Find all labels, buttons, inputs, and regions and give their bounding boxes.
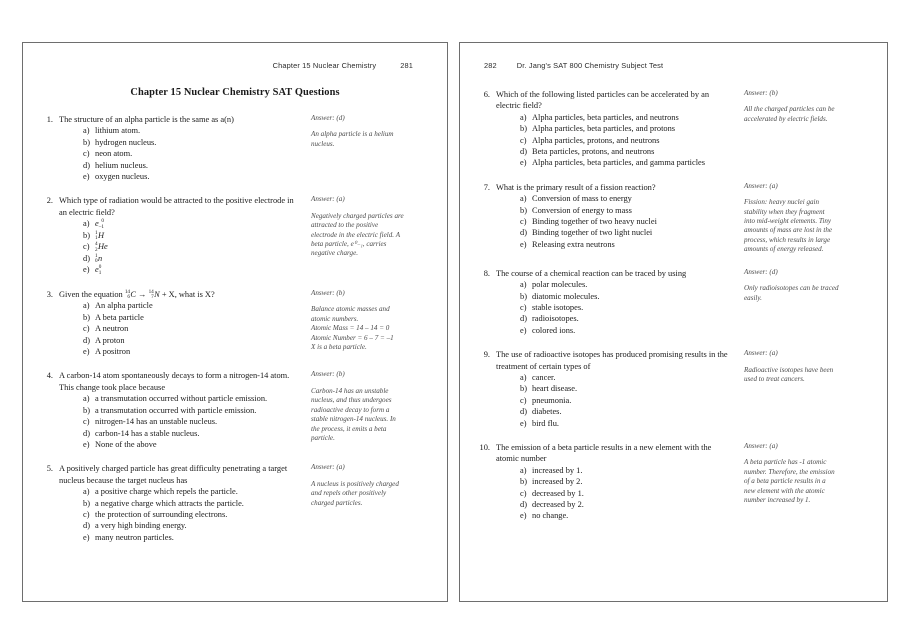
answer-key: Answer: (b) <box>311 288 345 297</box>
page-title: Chapter 15 Nuclear Chemistry SAT Questions <box>130 87 340 98</box>
answer-line: used to treat cancers. <box>744 374 805 383</box>
choice-label: b) <box>520 477 527 487</box>
question-body <box>496 349 728 429</box>
choice-option[interactable] <box>83 300 297 311</box>
choice-option[interactable] <box>83 416 297 427</box>
choice-option[interactable] <box>83 312 297 323</box>
nuclide-hydrogen-1: 1 1 H <box>95 229 105 242</box>
question-number: 8. <box>483 268 490 278</box>
stem-text-before: Given the equation <box>59 289 125 299</box>
answer-sidenote <box>728 349 871 384</box>
question-body <box>59 114 297 182</box>
choice-text: Binding together of two heavy nuclei <box>532 217 657 227</box>
choice-option[interactable] <box>83 160 297 171</box>
answer-line: easily. <box>744 293 762 302</box>
answer-explanation <box>311 212 431 259</box>
choice-list <box>59 486 297 543</box>
choice-label: a) <box>520 194 527 204</box>
answer-explanation <box>744 458 871 505</box>
answer-sidenote <box>728 182 871 255</box>
choice-text: Alpha particles, protons, and neutrons <box>532 135 660 145</box>
question-body <box>59 289 297 358</box>
answer-explanation <box>311 305 431 352</box>
choice-option[interactable] <box>520 418 728 429</box>
answer-line: Carbon-14 has an unstable <box>311 386 389 395</box>
choice-label: d) <box>83 160 90 170</box>
choice-text: A proton <box>95 335 125 345</box>
choice-option[interactable] <box>520 395 728 406</box>
answer-line: Radioactive isotopes have been <box>744 365 834 374</box>
choice-text: Alpha particles, beta particles, and neutrons <box>532 112 679 122</box>
answer-explanation <box>311 387 431 443</box>
answer-key: Answer: (a) <box>311 195 345 204</box>
choice-option[interactable] <box>520 227 728 238</box>
choice-text: polar molecules. <box>532 280 588 290</box>
question-stem: What is the primary result of a fission reaction? <box>496 182 656 192</box>
choice-option[interactable] <box>520 510 728 521</box>
question-item <box>39 114 431 182</box>
choice-label: a) <box>83 301 90 311</box>
choice-text: no change. <box>532 511 569 521</box>
answer-explanation <box>744 284 871 303</box>
answer-sidenote <box>297 195 431 258</box>
choice-list <box>496 112 728 169</box>
nuclide-positron: e 0 1 <box>95 264 102 276</box>
answer-line: beta particle, e⁰₋₁, carries <box>311 240 387 249</box>
question-list-right <box>476 89 871 522</box>
choice-text: carbon-14 has a stable nucleus. <box>95 428 200 438</box>
answer-line: number. Therefore, the emission <box>744 467 835 476</box>
choice-label: e) <box>520 158 527 168</box>
choice-label: b) <box>520 205 527 215</box>
choice-label: a) <box>520 372 527 382</box>
running-head-left-page <box>39 61 431 73</box>
answer-sidenote <box>297 370 431 443</box>
answer-line: particle. <box>311 433 335 442</box>
choice-option[interactable] <box>520 135 728 146</box>
answer-line: electrode in the electric field. A <box>311 230 401 239</box>
choice-label: e) <box>83 265 90 275</box>
answer-sidenote <box>728 442 871 505</box>
choice-label: b) <box>83 405 90 415</box>
choice-option[interactable] <box>520 193 728 204</box>
answer-line: stability when they fragment <box>744 207 825 216</box>
choice-text: A neutron <box>95 324 129 334</box>
choice-label: a) <box>520 465 527 475</box>
question-stem: The emission of a beta particle results in a new element with the atomic number <box>496 442 712 464</box>
choice-label: d) <box>83 521 90 531</box>
answer-line: of a beta particle results in a <box>744 477 826 486</box>
answer-explanation <box>311 130 431 149</box>
choice-text: decreased by 2. <box>532 500 584 509</box>
choice-list <box>496 465 728 522</box>
answer-line: Negatively charged particles are <box>311 211 404 220</box>
answer-line: Only radioisotopes can be traced <box>744 284 839 293</box>
choice-text: diabetes. <box>532 407 562 417</box>
choice-text: decreased by 1. <box>532 488 584 498</box>
answer-line: attracted to the positive <box>311 221 379 230</box>
choice-text: Binding together of two light nuclei <box>532 228 653 238</box>
question-item <box>39 370 431 450</box>
question-body <box>496 268 728 336</box>
answer-key: Answer: (a) <box>744 181 778 190</box>
answer-line: A beta particle has -1 atomic <box>744 458 827 467</box>
choice-label: a) <box>83 219 90 229</box>
answer-explanation <box>744 105 871 124</box>
choice-label: a) <box>83 487 90 497</box>
answer-line: number increased by 1. <box>744 496 811 504</box>
reaction-arrow: → <box>136 289 149 299</box>
choice-option[interactable] <box>83 125 297 136</box>
answer-key: Answer: (b) <box>744 89 778 97</box>
choice-text: colored ions. <box>532 325 576 335</box>
choice-option[interactable] <box>83 509 297 520</box>
choice-option[interactable] <box>83 498 297 509</box>
choice-label: b) <box>520 291 527 301</box>
choice-option[interactable] <box>83 428 297 439</box>
choice-label: c) <box>520 217 527 227</box>
choice-text: pneumonia. <box>532 395 572 405</box>
choice-label: d) <box>83 335 90 345</box>
answer-line: new element with the atomic <box>744 486 825 495</box>
question-number: 5. <box>46 464 53 474</box>
choice-list <box>59 300 297 357</box>
choice-label: b) <box>83 312 90 322</box>
choice-label: c) <box>83 324 90 334</box>
question-stem: The use of radioactive isotopes has produced promising results in the treatment of certain types of <box>496 350 728 371</box>
choice-text: helium nucleus. <box>95 160 149 170</box>
question-item <box>476 89 871 169</box>
running-head-book-title: Dr. Jang's SAT 800 Chemistry Subject Test <box>516 61 664 70</box>
nuclide-nitrogen-14: 14 7 N <box>148 288 160 301</box>
choice-label: d) <box>83 428 90 438</box>
choice-label: e) <box>520 418 527 428</box>
page-right <box>459 42 888 602</box>
answer-line: All the charged particles can be <box>744 105 835 114</box>
choice-text-notation <box>95 253 297 265</box>
choice-text: bird flu. <box>532 418 559 428</box>
question-item <box>476 349 871 429</box>
answer-line: the process, it emits a beta <box>311 424 387 433</box>
choice-label: e) <box>520 511 527 521</box>
answer-key: Answer: (a) <box>311 463 345 472</box>
choice-option[interactable] <box>83 230 297 242</box>
choice-option[interactable] <box>520 476 728 487</box>
question-body <box>496 182 728 250</box>
choice-text: many neutron particles. <box>95 532 174 542</box>
question-body <box>59 463 297 543</box>
question-number: 1. <box>46 115 53 124</box>
choice-text: oxygen nucleus. <box>95 172 150 182</box>
choice-label: c) <box>83 509 90 519</box>
choice-option[interactable] <box>83 520 297 531</box>
choice-list <box>496 193 728 250</box>
answer-line: accelerated by electric fields. <box>744 114 828 123</box>
question-item <box>476 268 871 336</box>
choice-text-notation <box>95 241 297 253</box>
choice-option[interactable] <box>83 218 297 230</box>
answer-explanation <box>744 198 871 254</box>
choice-option[interactable] <box>83 323 297 334</box>
choice-text: a positive charge which repels the particle. <box>95 487 238 497</box>
choice-label: d) <box>83 253 90 263</box>
answer-explanation <box>311 480 431 508</box>
question-number: 10. <box>479 442 490 452</box>
choice-text: diatomic molecules. <box>532 291 600 301</box>
question-body <box>496 442 728 522</box>
answer-sidenote <box>728 268 871 303</box>
answer-line: negative charge. <box>311 249 359 258</box>
answer-line: stable nitrogen-14 nucleus. In <box>311 415 396 424</box>
choice-text: neon atom. <box>95 149 133 159</box>
choice-label: d) <box>520 314 527 324</box>
choice-label: e) <box>83 532 90 542</box>
choice-label: c) <box>83 242 90 252</box>
choice-text: None of the above <box>95 439 157 449</box>
choice-text: stable isotopes. <box>532 302 584 312</box>
choice-label: c) <box>83 149 90 159</box>
choice-text-notation <box>95 230 297 242</box>
choice-label: b) <box>520 124 527 134</box>
question-number: 4. <box>46 371 53 381</box>
choice-text: Conversion of energy to mass <box>532 205 632 215</box>
choice-label: c) <box>83 417 90 427</box>
choice-option[interactable] <box>520 465 728 476</box>
choice-text: Beta particles, protons, and neutrons <box>532 147 655 157</box>
choice-text: a negative charge which attracts the particle. <box>95 498 244 508</box>
answer-line: process, which results in large <box>744 235 831 244</box>
choice-option[interactable] <box>520 383 728 394</box>
question-number: 2. <box>46 196 53 206</box>
choice-option[interactable] <box>520 216 728 227</box>
page-number-282: 282 <box>484 61 497 70</box>
choice-text: Alpha particles, beta particles, and protons <box>532 124 676 134</box>
answer-explanation <box>744 366 871 385</box>
choice-list <box>496 372 728 429</box>
answer-sidenote <box>297 289 431 352</box>
choice-label: e) <box>520 239 527 249</box>
choice-label: a) <box>520 112 527 122</box>
answer-line: radioactive decay to form a <box>311 405 390 414</box>
choice-label: b) <box>83 137 90 147</box>
choice-option[interactable] <box>520 157 728 168</box>
choice-option[interactable] <box>520 291 728 302</box>
choice-option[interactable] <box>83 253 297 265</box>
choice-option[interactable] <box>520 112 728 123</box>
choice-list <box>496 279 728 336</box>
answer-line: Atomic Number = 6 – 7 = –1 <box>311 333 394 342</box>
choice-text-notation <box>95 218 297 230</box>
question-item <box>476 442 871 522</box>
choice-label: e) <box>83 347 90 357</box>
choice-label: e) <box>520 325 527 335</box>
choice-label: e) <box>83 439 90 449</box>
choice-text: hydrogen nucleus. <box>95 137 157 147</box>
answer-line: and repels other positively <box>311 489 387 498</box>
choice-label: d) <box>520 228 527 238</box>
choice-text: nitrogen-14 has an unstable nucleus. <box>95 417 218 427</box>
question-number: 6. <box>483 90 490 99</box>
answer-line: into mid-weight elements. Tiny <box>744 217 832 226</box>
nuclide-neutron: 1 0 n <box>95 252 103 265</box>
choice-text-notation <box>95 264 297 276</box>
answer-line: Balance atomic masses and <box>311 305 390 314</box>
choice-label: d) <box>520 407 527 417</box>
question-number: 9. <box>483 350 490 360</box>
choice-option[interactable] <box>83 486 297 497</box>
choice-text: a very high binding energy. <box>95 521 187 531</box>
question-stem: A carbon-14 atom spontaneously decays to form a nitrogen-14 atom. This change took place because <box>59 371 290 392</box>
choice-option[interactable] <box>520 499 728 510</box>
choice-label: c) <box>520 488 527 498</box>
question-stem-equation <box>59 289 297 301</box>
answer-line: A nucleus is positively charged <box>311 479 399 488</box>
choice-option[interactable] <box>520 372 728 383</box>
choice-text: a transmutation occurred without particle emission. <box>95 394 268 404</box>
choice-option[interactable] <box>520 313 728 324</box>
page-left <box>22 42 448 602</box>
choice-option[interactable] <box>520 325 728 336</box>
choice-list <box>59 393 297 450</box>
question-item <box>39 463 431 543</box>
choice-option[interactable] <box>520 488 728 499</box>
question-stem: Which type of radiation would be attracted to the positive electrode in an electric field? <box>59 196 294 217</box>
choice-option[interactable] <box>83 335 297 346</box>
choice-label: d) <box>520 147 527 157</box>
choice-option[interactable] <box>520 123 728 134</box>
nuclide-carbon-14: 14 6 C <box>124 288 136 301</box>
answer-line: An alpha particle is a helium <box>311 130 394 139</box>
choice-text: cancer. <box>532 372 556 382</box>
question-stem: The structure of an alpha particle is the same as a(n) <box>59 115 234 124</box>
stem-text-after: + X, what is X? <box>159 289 215 299</box>
choice-label: c) <box>520 395 527 405</box>
answer-key: Answer: (b) <box>311 370 345 379</box>
choice-text: lithium atom. <box>95 126 141 136</box>
nuclide-helium-4: 4 2 He <box>95 241 108 253</box>
answer-line: charged particles. <box>311 498 363 507</box>
choice-text: A beta particle <box>95 312 144 322</box>
nuclide-electron-beta: e 0 –1 <box>95 218 104 230</box>
choice-text: Conversion of mass to energy <box>532 194 632 204</box>
choice-label: a) <box>83 126 90 136</box>
choice-label: b) <box>520 384 527 394</box>
answer-line: Atomic Mass = 14 – 14 = 0 <box>311 324 390 333</box>
choice-text: a transmutation occurred with particle emission. <box>95 405 257 415</box>
choice-label: c) <box>520 302 527 312</box>
answer-key: Answer: (a) <box>744 441 778 450</box>
choice-option[interactable] <box>83 346 297 357</box>
choice-option[interactable] <box>520 279 728 290</box>
choice-label: e) <box>83 172 90 182</box>
question-stem: A positively charged particle has great difficulty penetrating a target nucleus because the target nucleus has <box>59 464 288 485</box>
question-item <box>39 195 431 275</box>
answer-key: Answer: (d) <box>744 267 778 276</box>
choice-label: a) <box>520 280 527 290</box>
choice-text: the protection of surrounding electrons. <box>95 509 228 519</box>
running-head-chapter: Chapter 15 Nuclear Chemistry <box>272 61 377 70</box>
question-list-left <box>39 114 431 543</box>
answer-line: nucleus, and thus undergoes <box>311 396 392 405</box>
choice-text: heart disease. <box>532 384 578 394</box>
running-head-right-page <box>476 61 871 73</box>
answer-sidenote <box>297 114 431 149</box>
page-number-281: 281 <box>400 61 413 70</box>
choice-text: radioisotopes. <box>532 314 579 324</box>
choice-text: increased by 1. <box>532 465 583 475</box>
choice-option[interactable] <box>83 264 297 276</box>
choice-label: d) <box>520 500 527 509</box>
choice-label: c) <box>520 135 527 145</box>
choice-option[interactable] <box>83 137 297 148</box>
answer-line: amounts of energy released. <box>744 245 824 254</box>
answer-line: atomic numbers. <box>311 314 359 323</box>
choice-text: Alpha particles, beta particles, and gamma particles <box>532 158 706 168</box>
choice-option[interactable] <box>83 405 297 416</box>
answer-line: X is a beta particle. <box>311 342 367 351</box>
choice-option[interactable] <box>83 148 297 159</box>
choice-label: b) <box>83 498 90 508</box>
question-number: 3. <box>46 289 53 299</box>
question-stem: Which of the following listed particles can be accelerated by an electric field? <box>496 90 710 111</box>
answer-sidenote <box>728 89 871 124</box>
question-stem: The course of a chemical reaction can be traced by using <box>496 268 687 278</box>
choice-option[interactable] <box>520 406 728 417</box>
question-number: 7. <box>483 182 490 192</box>
choice-option[interactable] <box>520 205 728 216</box>
question-item <box>39 289 431 358</box>
question-item <box>476 182 871 255</box>
choice-label: b) <box>83 230 90 240</box>
question-body <box>59 370 297 450</box>
choice-option[interactable] <box>520 302 728 313</box>
choice-option[interactable] <box>83 393 297 404</box>
answer-line: Fission: heavy nuclei gain <box>744 198 820 207</box>
choice-text: A positron <box>95 347 131 357</box>
choice-option[interactable] <box>83 439 297 450</box>
answer-key: Answer: (d) <box>311 114 345 122</box>
choice-text: An alpha particle <box>95 301 153 311</box>
choice-option[interactable] <box>520 146 728 157</box>
choice-option[interactable] <box>83 241 297 253</box>
question-body <box>496 89 728 169</box>
choice-option[interactable] <box>520 239 728 250</box>
choice-text: Releasing extra neutrons <box>532 239 615 249</box>
answer-line: nucleus. <box>311 139 335 148</box>
question-body <box>59 195 297 275</box>
choice-label: a) <box>83 394 90 404</box>
choice-list <box>59 218 297 276</box>
answer-sidenote <box>297 463 431 508</box>
choice-list <box>59 125 297 182</box>
answer-line: amounts of mass are lost in the <box>744 226 833 235</box>
answer-key: Answer: (a) <box>744 349 778 358</box>
choice-option[interactable] <box>83 171 297 182</box>
choice-text: increased by 2. <box>532 477 583 487</box>
choice-option[interactable] <box>83 532 297 543</box>
